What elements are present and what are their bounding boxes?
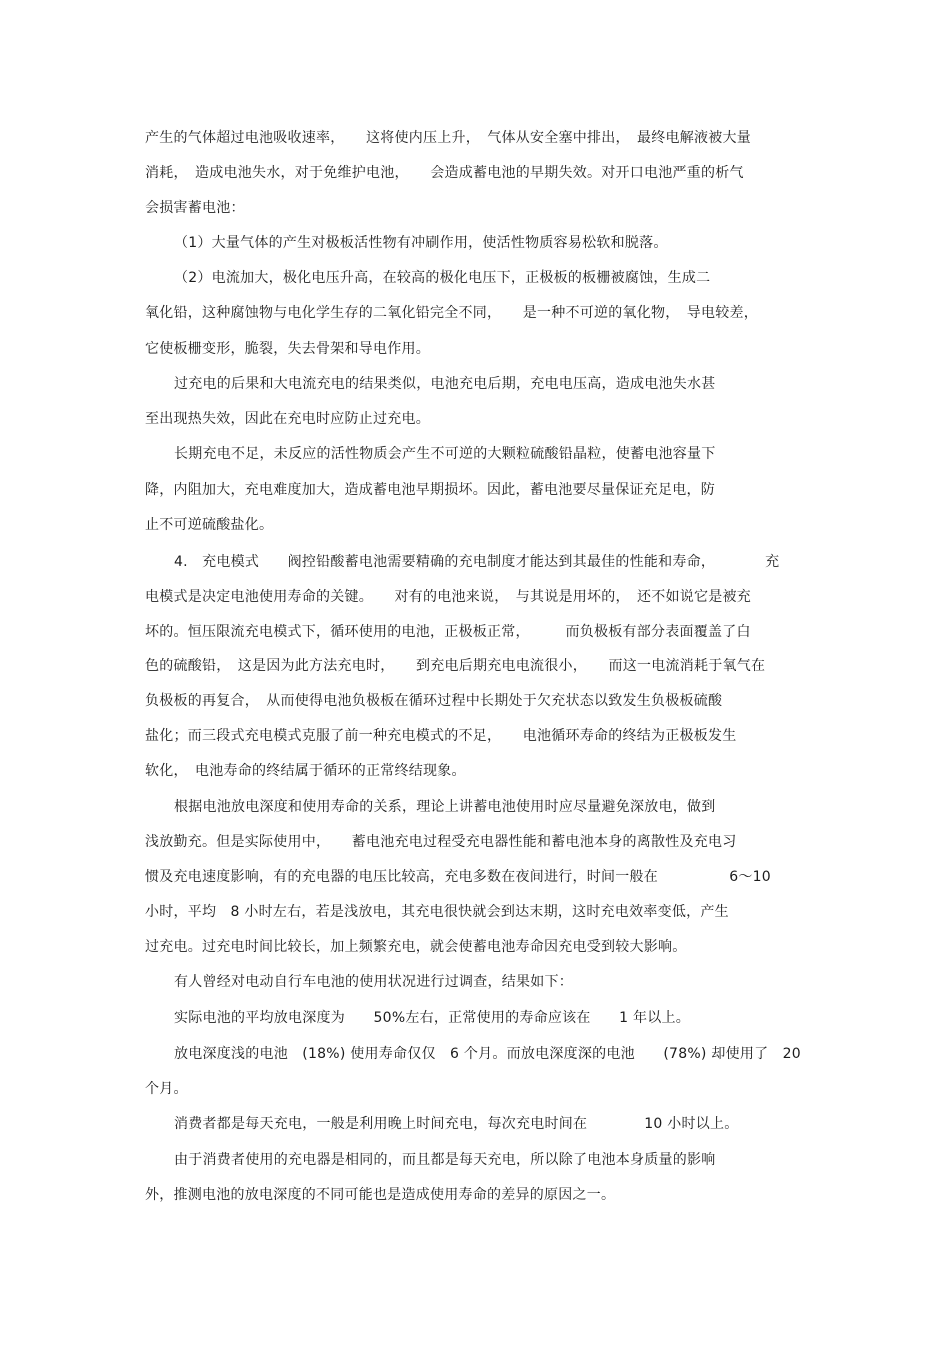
text-line: 实际电池的平均放电深度为 50%左右，正常使用的寿命应该在 1 年以上。 <box>174 1010 690 1026</box>
text-line: 负极板的再复合， 从而使得电池负极板在循环过程中长期处于欠充状态以致发生负极板硫酸 <box>145 693 723 709</box>
text-line: 产生的气体超过电池吸收速率， 这将使内压上升， 气体从安全塞中排出， 最终电解液被大量 <box>145 130 751 146</box>
text-line: 止不可逆硫酸盐化。 <box>145 517 274 533</box>
text-line: 消耗， 造成电池失水，对于免维护电池， 会造成蓄电池的早期失效。对开口电池严重的析气 <box>145 165 744 181</box>
text-line: 4. 充电模式 阀控铅酸蓄电池需要精确的充电制度才能达到其最佳的性能和寿命， 充 <box>174 554 780 570</box>
text-line: （2）电流加大，极化电压升高，在较高的极化电压下，正极板的板栅被腐蚀，生成二 <box>174 270 711 286</box>
text-line: 放电深度浅的电池 (18%) 使用寿命仅仅 6 个月。而放电深度深的电池 (78%) 却使用了 20 <box>174 1046 801 1062</box>
text-line: 根据电池放电深度和使用寿命的关系，理论上讲蓄电池使用时应尽量避免深放电，做到 <box>174 799 716 815</box>
text-line: 长期充电不足，未反应的活性物质会产生不可逆的大颗粒硫酸铅晶粒，使蓄电池容量下 <box>174 446 716 462</box>
text-line: 会损害蓄电池： <box>145 200 245 216</box>
text-line: 坏的。恒压限流充电模式下，循环使用的电池，正极板正常， 而负极板有部分表面覆盖了白 <box>145 624 751 640</box>
text-line: 消费者都是每天充电，一般是利用晚上时间充电，每次充电时间在 10 小时以上。 <box>174 1116 739 1132</box>
text-line: 盐化；而三段式充电模式克服了前一种充电模式的不足， 电池循环寿命的终结为正极板发生 <box>145 728 737 744</box>
text-line: 降，内阻加大，充电难度加大，造成蓄电池早期损坏。因此，蓄电池要尽量保证充足电，防 <box>145 482 715 498</box>
text-line: 有人曾经对电动自行车电池的使用状况进行过调查，结果如下： <box>174 974 573 990</box>
text-line: 惯及充电速度影响，有的充电器的电压比较高，充电多数在夜间进行，时间一般在 6～10 <box>145 869 771 885</box>
text-line: 电模式是决定电池使用寿命的关键。 对有的电池来说， 与其说是用坏的， 还不如说它是被充 <box>145 589 751 605</box>
text-line: 小时，平均 8 小时左右，若是浅放电，其充电很快就会到达末期，这时充电效率变低，产生 <box>145 904 729 920</box>
text-line: 氧化铅，这种腐蚀物与电化学生存的二氧化铅完全不同， 是一种不可逆的氧化物， 导电较差， <box>145 305 758 321</box>
text-line: 过充电的后果和大电流充电的结果类似，电池充电后期，充电电压高，造成电池失水甚 <box>174 376 716 392</box>
text-line: 色的硫酸铅， 这是因为此方法充电时， 到充电后期充电电流很小， 而这一电流消耗于氧气在 <box>145 658 766 674</box>
text-line: 外，推测电池的放电深度的不同可能也是造成使用寿命的差异的原因之一。 <box>145 1187 616 1203</box>
text-line: 浅放勤充。但是实际使用中， 蓄电池充电过程受充电器性能和蓄电池本身的离散性及充电习 <box>145 834 737 850</box>
text-line: 过充电。过充电时间比较长，加上频繁充电，就会使蓄电池寿命因充电受到较大影响。 <box>145 939 687 955</box>
text-line: （1）大量气体的产生对极板活性物有冲刷作用，使活性物质容易松软和脱落。 <box>174 235 668 251</box>
text-line: 它使板栅变形，脆裂，失去骨架和导电作用。 <box>145 341 430 357</box>
text-line: 软化， 电池寿命的终结属于循环的正常终结现象。 <box>145 763 466 779</box>
text-line: 个月。 <box>145 1081 188 1097</box>
text-line: 由于消费者使用的充电器是相同的，而且都是每天充电，所以除了电池本身质量的影响 <box>174 1152 716 1168</box>
text-line: 至出现热失效，因此在充电时应防止过充电。 <box>145 411 430 427</box>
